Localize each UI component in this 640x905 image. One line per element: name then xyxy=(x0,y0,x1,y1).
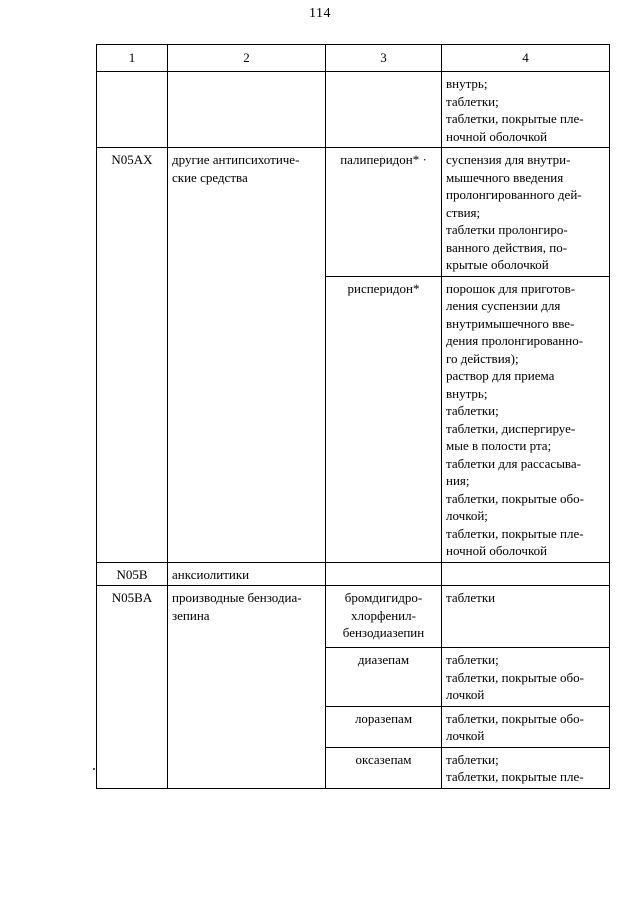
form-line: суспензия для внутри- xyxy=(446,152,571,167)
forms-cell xyxy=(442,648,610,707)
inn-name: палиперидон* · xyxy=(326,148,442,277)
scan-speck xyxy=(93,768,95,770)
group-name: анксиолитики xyxy=(168,562,326,586)
form-line: дения пролонгированно- xyxy=(446,333,584,348)
form-line: ванного действия, по- xyxy=(446,239,568,255)
form-line: ствия; xyxy=(446,204,481,220)
inn-name: лоразепам xyxy=(326,706,442,747)
table-row xyxy=(97,586,610,648)
group-name xyxy=(168,148,326,563)
form-line: таблетки, покрытые пле- xyxy=(446,111,584,126)
atc-code: N05AX xyxy=(97,148,168,563)
header-col-3: 3 xyxy=(326,45,442,72)
header-col-1: 1 xyxy=(97,45,168,72)
form-line: мые в полости рта; xyxy=(446,438,552,453)
page-number: 114 xyxy=(309,6,331,21)
form-line: таблетки; xyxy=(446,93,499,109)
medication-table xyxy=(96,44,610,789)
inn-cell xyxy=(326,72,442,148)
form-line: внутримышечного вве- xyxy=(446,315,575,331)
form-line: таблетки, покрытые обо- xyxy=(446,490,584,506)
form-line: лочкой xyxy=(446,687,485,702)
form-line: таблетки, покрытые обо- xyxy=(446,710,584,726)
form-line: ния; xyxy=(446,473,470,488)
inn-line: бромдигидро- xyxy=(344,590,423,605)
inn-name: диазепам xyxy=(326,648,442,707)
forms-cell xyxy=(442,747,610,788)
group-name xyxy=(168,586,326,789)
table-row xyxy=(97,148,610,277)
group-line: ские средства xyxy=(172,169,248,185)
form-line: пролонгированного дей- xyxy=(446,187,582,202)
form-line: го действия); xyxy=(446,350,519,366)
inn-line: бензодиазепин xyxy=(342,625,425,640)
forms-cell xyxy=(442,706,610,747)
form-line: таблетки, диспергируе- xyxy=(446,420,576,436)
form-line: таблетки; xyxy=(446,652,499,667)
forms-cell xyxy=(442,72,610,148)
forms-cell xyxy=(442,148,610,277)
form-line: порошок для приготов- xyxy=(446,280,576,296)
group-line: производные бензодиа- xyxy=(172,590,302,605)
form-line: таблетки для рассасыва- xyxy=(446,455,582,471)
inn-name xyxy=(326,586,442,648)
form-line: таблетки, покрытые пле- xyxy=(446,769,584,784)
atc-code: N05BA xyxy=(97,586,168,789)
form-line: мышечного введения xyxy=(446,169,564,185)
header-row xyxy=(97,45,610,72)
form-line: таблетки; xyxy=(446,403,499,418)
form-line: внутрь; xyxy=(446,76,488,91)
code-cell xyxy=(97,72,168,148)
inn-name: оксазепам xyxy=(326,747,442,788)
inn-name: рисперидон* xyxy=(326,276,442,562)
form-line: крытые оболочкой xyxy=(446,257,549,272)
form-line: таблетки, покрытые пле- xyxy=(446,525,584,541)
form-line: лочкой xyxy=(446,728,485,743)
form-line: раствор для приема xyxy=(446,368,555,383)
form-line: ночной оболочкой xyxy=(446,543,548,558)
form-line: таблетки, покрытые обо- xyxy=(446,669,584,685)
atc-code: N05B xyxy=(97,562,168,586)
form-line: ночной оболочкой xyxy=(446,128,548,144)
table-row xyxy=(97,72,610,148)
form-line: ления суспензии для xyxy=(446,298,561,313)
forms-cell xyxy=(442,586,610,648)
inn-line: хлорфенил- xyxy=(351,607,416,623)
form-line: таблетки xyxy=(446,590,496,605)
header-col-2: 2 xyxy=(168,45,326,72)
form-line: таблетки; xyxy=(446,751,499,767)
table-row xyxy=(97,562,610,586)
form-line: лочкой; xyxy=(446,508,488,523)
forms-cell xyxy=(442,276,610,562)
group-line: другие антипсихотиче- xyxy=(172,152,300,167)
form-line: внутрь; xyxy=(446,385,488,401)
header-col-4: 4 xyxy=(442,45,610,72)
forms-cell xyxy=(442,562,610,586)
group-line: зепина xyxy=(172,607,210,623)
inn-cell xyxy=(326,562,442,586)
group-cell xyxy=(168,72,326,148)
form-line: таблетки пролонгиро- xyxy=(446,222,568,237)
